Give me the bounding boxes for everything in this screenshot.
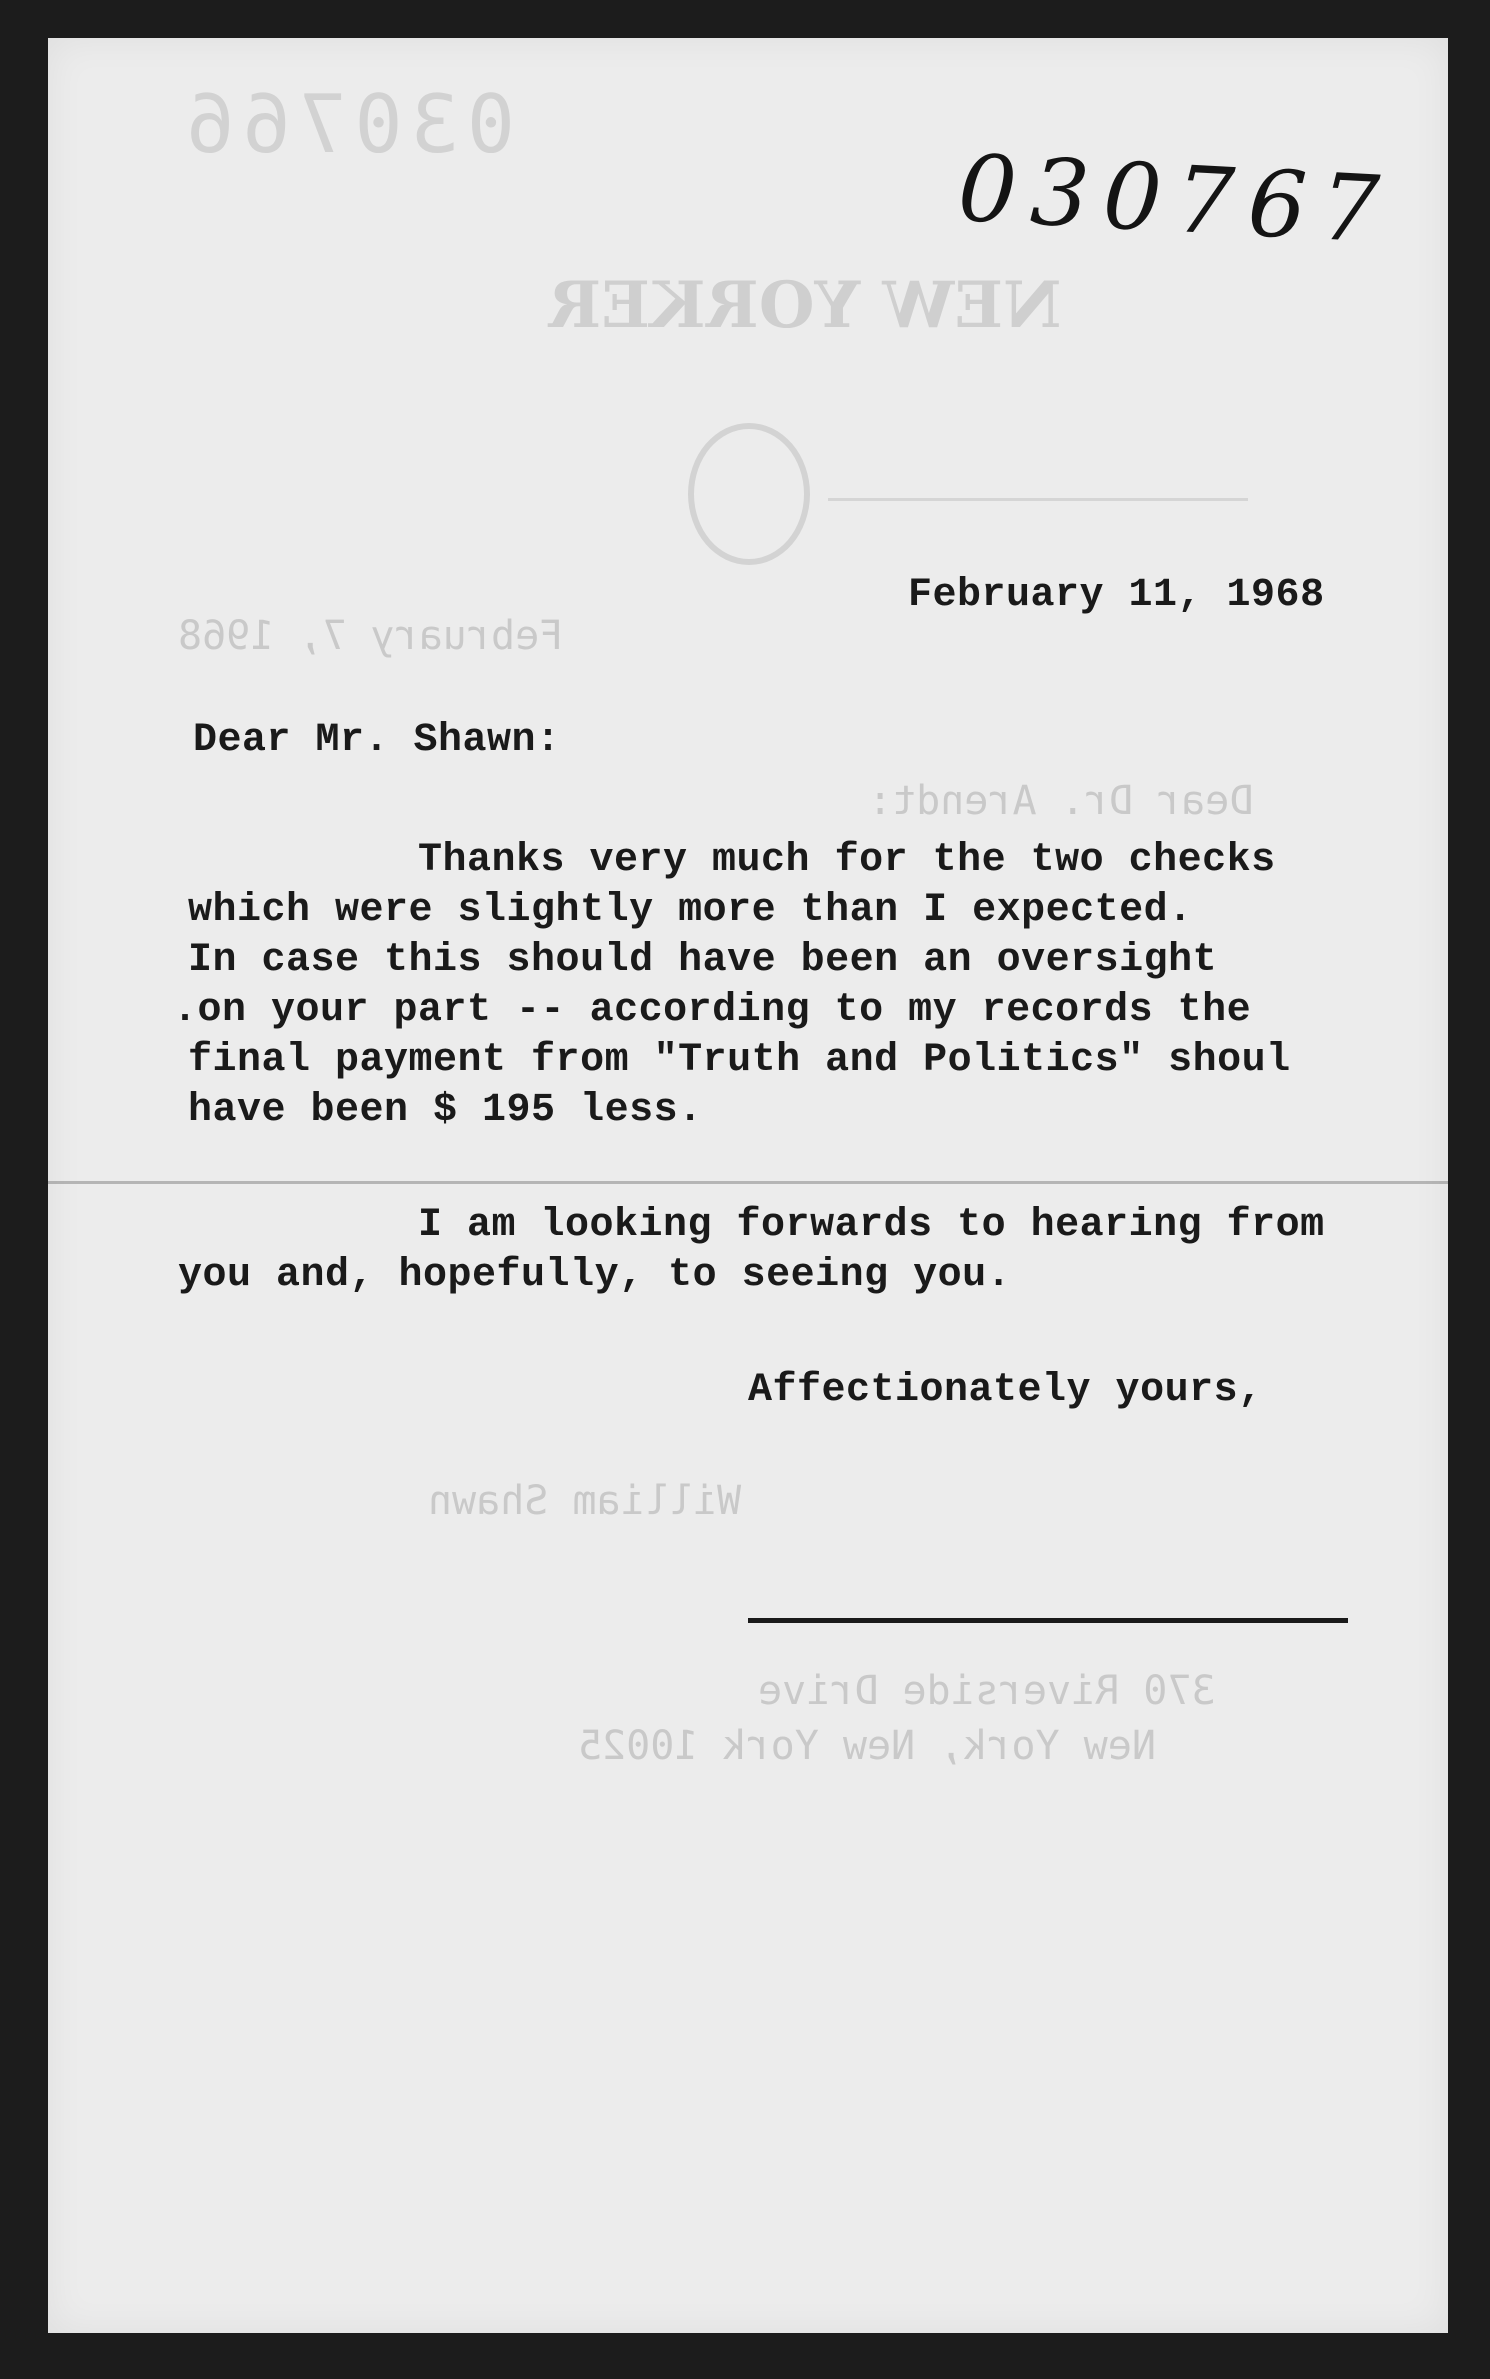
paragraph-1-line-1: Thanks very much for the two checks [418,838,1276,883]
bleed-through-rule [828,498,1248,501]
bleed-through-date: February 7, 1968 [178,613,564,659]
letter-date: February 11, 1968 [908,573,1325,618]
paragraph-1-line-3: In case this should have been an oversight [188,938,1218,983]
paragraph-2-line-2: you and, hopefully, to seeing you. [178,1253,1012,1298]
bleed-through-masthead: NEW YORKER [548,268,1062,343]
bleed-through-salutation: Dear Dr. Arendt: [868,778,1254,824]
bleed-through-number: 030766 [178,78,515,171]
paper-fold-line [48,1181,1448,1184]
bleed-through-address-1: 370 Riverside Drive [758,1668,1216,1714]
paragraph-2-line-1: I am looking forwards to hearing from [418,1203,1325,1248]
letter-page [48,38,1448,2333]
bleed-through-signature: William Shawn [428,1478,742,1524]
salutation: Dear Mr. Shawn: [193,718,561,763]
closing: Affectionately yours, [748,1368,1263,1413]
paragraph-1-line-6: have been $ 195 less. [188,1088,703,1133]
signature-line [748,1618,1348,1623]
paragraph-1-line-4: .on your part -- according to my records the [173,988,1252,1033]
archive-number: 030767 [955,134,1396,265]
paragraph-1-line-5: final payment from "Truth and Politics" shoul [188,1038,1291,1083]
bleed-through-address-2: New York, New York 10025 [578,1723,1156,1769]
paragraph-1-line-2: which were slightly more than I expected. [188,888,1193,933]
bleed-through-seal [688,423,810,565]
